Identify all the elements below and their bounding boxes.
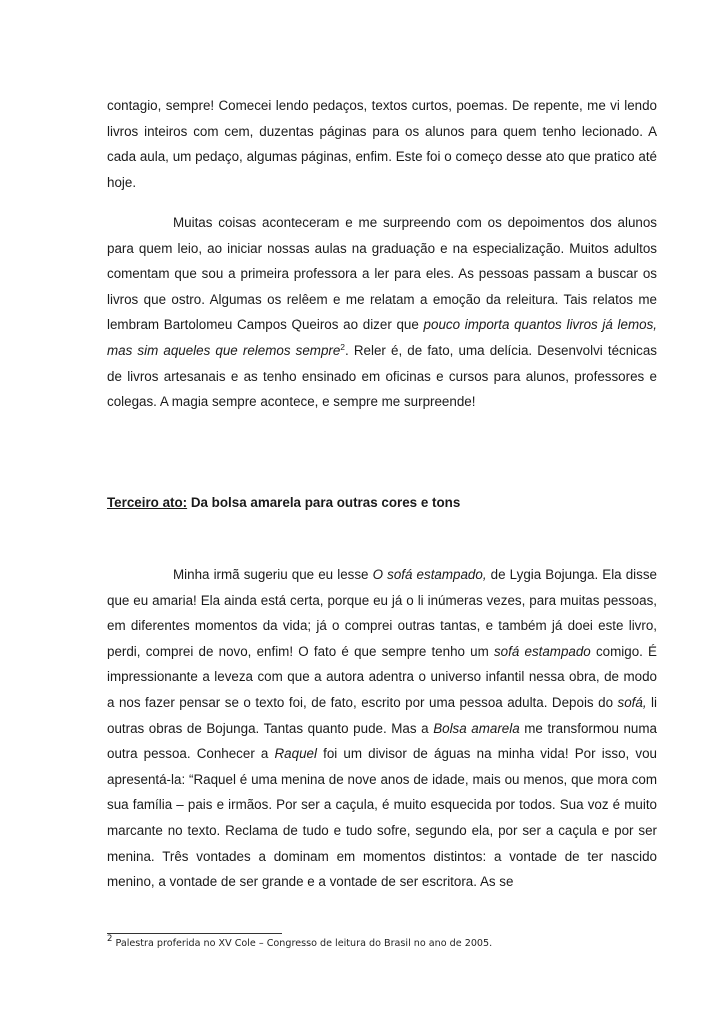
paragraph-2-text-b: . Reler é, de fato, uma delícia. Desenvolvi técnicas de livros artesanais e as tenho ensinado em oficinas e cursos para alunos, professores e colegas. A magia sempre acontece, e sempre me surpreende! [107,342,657,410]
paragraph-2 [107,210,657,415]
book-title-sofa: sofá, [617,694,647,710]
paragraph-3-text-c: comigo. É impressionante a leveza com que a autora adentra o universo infantil nessa obra, de modo a nos fazer pensar se o texto foi, de fato, escrito por uma pessoa adulta. Depois do [107,643,657,710]
book-title-sofa-estampado: O sofá estampado, [372,567,487,582]
footnote-ref-2[interactable]: 2 [340,341,346,352]
footnote-text: Palestra proferida no XV Cole – Congresso de leitura do Brasil no ano de 2005. [112,938,493,949]
paragraph-3-text-a: Minha irmã sugeriu que eu lesse [173,567,373,582]
footnote [107,934,657,951]
paragraph-3-text-d: li outras obras de Bojunga. Tantas quanto pude. Mas a [107,694,657,736]
footnote-divider [107,933,282,934]
paragraph-3-text-b: de Lygia Bojunga. Ela disse que eu amaria! Ela ainda está certa, porque eu já o li inúmeras vezes, para muitas pessoas, em diferentes momentos da vida; já o comprei outras tantas, e também já doei este livro, perdi, comprei de novo, enfim! O fato é que sempre tenho um [107,567,657,659]
section-heading-title: Da bolsa amarela para outras cores e tons [187,495,461,510]
paragraph-3-text-e: me transformou numa outra pessoa. Conhecer a [107,720,657,762]
footnote-number: 2 [107,934,113,944]
paragraph-2-text-a: Muitas coisas aconteceram e me surpreendo com os depoimentos dos alunos para quem leio, ao iniciar nossas aulas na graduação e na especialização. Muitos adultos comentam que sou a primeira professora a ler para eles. As pessoas passam a buscar os livros que ostro. Algumas os relêem e me relatam a emoção da releitura. Tais relatos me lembram Bartolomeu Campos Queiros ao dizer que [107,215,657,333]
paragraph-3-text-f: foi um divisor de águas na minha vida! Por isso, vou apresentá-la: “Raquel é uma menina de nove anos de idade, mais ou menos, que mora com sua família – pais e irmãos. Por ser a caçula, é muito esquecida por todos. Sua voz é muito marcante no texto. Reclama de tudo e tudo sofre, segundo ela, por ser a caçula e por ser menina. Três vontades a dominam em momentos distintos: a vontade de ter nascido menino, a vontade de ser grande e a vontade de ser escritora. As se [107,746,657,890]
character-name-raquel: Raquel [274,746,317,762]
paragraph-1: contagio, sempre! Comecei lendo pedaços, textos curtos, poemas. De repente, me vi lendo livros inteiros com cem, duzentas páginas para os alunos para quem tenho lecionado. A cada aula, um pedaço, algumas páginas, enfim. Este foi o começo desse ato que pratico até hoje. [107,98,657,190]
book-title-bolsa-amarela: Bolsa amarela [433,720,520,736]
paragraph-3 [107,562,657,895]
book-title-sofa-estampado-2: sofá estampado [493,643,591,659]
section-heading [107,492,657,514]
quote-italic: pouco importa quantos livros já lemos, mas sim aqueles que relemos sempre [107,317,657,358]
section-heading-label: Terceiro ato: [107,495,188,510]
